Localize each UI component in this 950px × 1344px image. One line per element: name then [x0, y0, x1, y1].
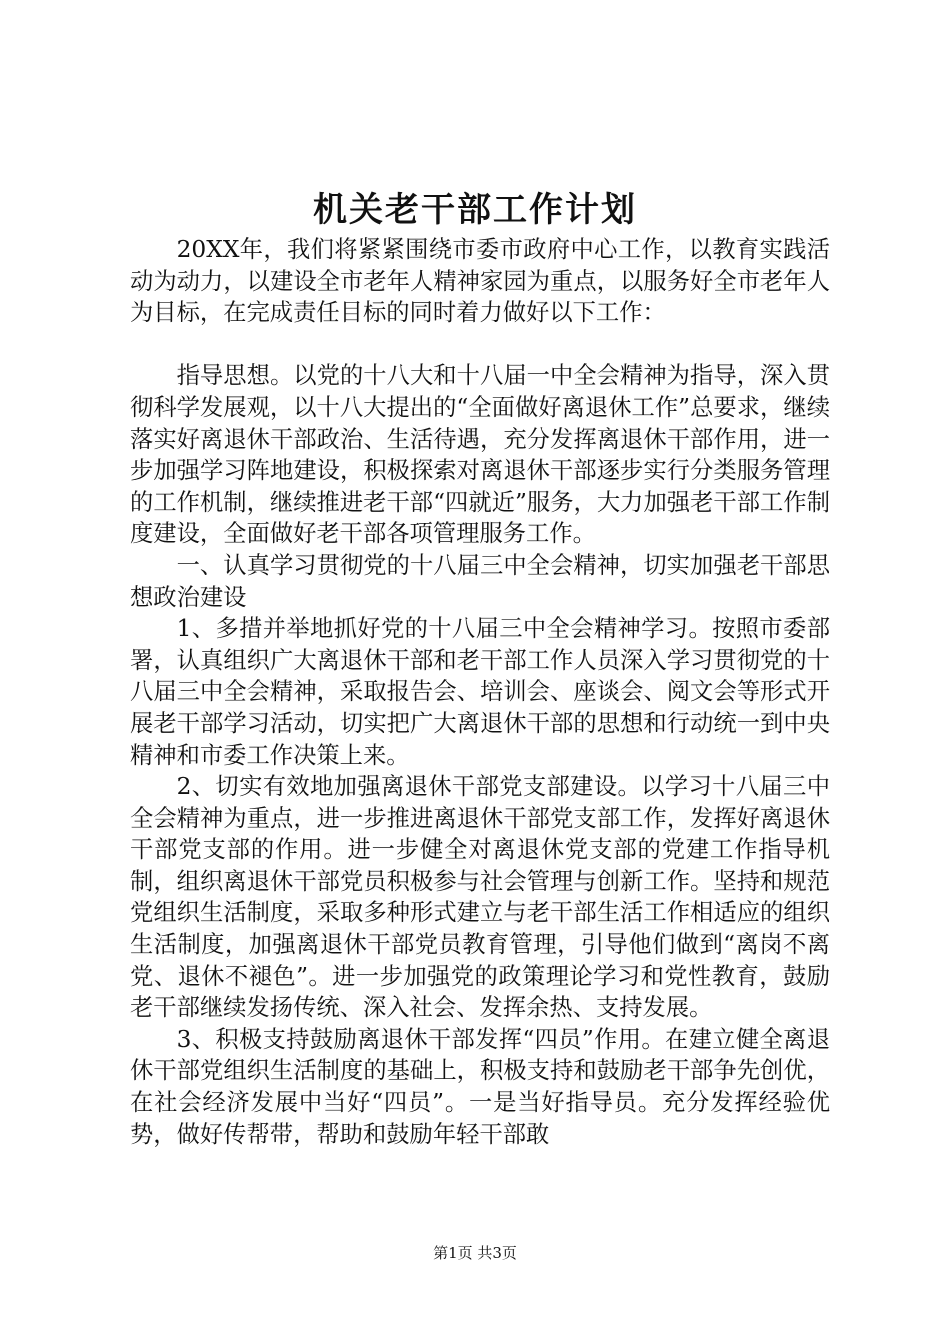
intro-paragraph: 20XX年，我们将紧紧围绕市委市政府中心工作，以教育实践活动为动力，以建设全市老年人精神家园为重点，以服务好全市老年人为目标，在完成责任目标的同时着力做好以下工作： [130, 236, 830, 327]
guiding-thought-paragraph: 指导思想。以党的十八大和十八届一中全会精神为指导，深入贯彻科学发展观，以十八大提出的“全面做好离退休工作”总要求，继续落实好离退休干部政治、生活待遇，充分发挥离退休干部作用，进一步加强学习阵地建设，积极探索对离退休干部逐步实行分类服务管理的工作机制，继续推进老干部“四就近”服务，大力加强老干部工作制度建设，全面做好老干部各项管理服务工作。 [130, 362, 830, 548]
paragraph-spacer [130, 329, 830, 361]
item-paragraph-2: 2、切实有效地加强离退休干部党支部建设。以学习十八届三中全会精神为重点，进一步推进离退休干部党支部工作，发挥好离退休干部党支部的作用。进一步健全对离退休党支部的党建工作指导机制，组织离退休干部党员积极参与社会管理与创新工作。坚持和规范党组织生活制度，采取多种形式建立与老干部生活工作相适应的组织生活制度，加强离退休干部党员教育管理，引导他们做到“离岗不离党、退休不褪色”。进一步加强党的政策理论学习和党性教育，鼓励老干部继续发扬传统、深入社会、发挥余热、支持发展。 [130, 773, 830, 1022]
document-body [130, 234, 830, 1150]
page-number-footer: 第1页 共3页 [433, 1244, 517, 1262]
document-title: 机关老干部工作计划 [313, 190, 637, 230]
section-heading-1: 一、认真学习贯彻党的十八届三中全会精神，切实加强老干部思想政治建设 [130, 551, 830, 611]
item-paragraph-1: 1、多措并举地抓好党的十八届三中全会精神学习。按照市委部署，认真组织广大离退休干部和老干部工作人员深入学习贯彻党的十八届三中全会精神，采取报告会、培训会、座谈会、阅文会等形式开展老干部学习活动，切实把广大离退休干部的思想和行动统一到中央精神和市委工作决策上来。 [130, 615, 830, 769]
item-paragraph-3: 3、积极支持鼓励离退休干部发挥“四员”作用。在建立健全离退休干部党组织生活制度的基础上，积极支持和鼓励老干部争先创优，在社会经济发展中当好“四员”。一是当好指导员。充分发挥经验优势，做好传帮带，帮助和鼓励年轻干部敢 [130, 1025, 830, 1148]
